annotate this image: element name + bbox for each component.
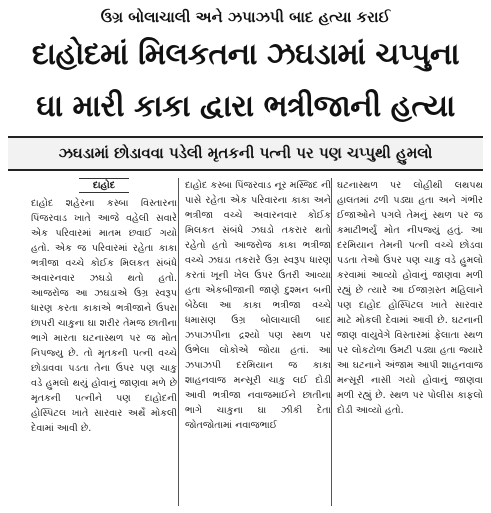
column-2-text: દાહોદ કસ્બા પિંજરવાડ નૂર મસ્જિદ ની પાસે રહેતા એક પરિવારના કાકા અને ભત્રીજા વચ્ચે અવારનવાર કોઈક મિલકત સંબંધે ઝઘડો તકરાર થતો રહેતો હતો આજરોજ કાકા ભત્રીજા વચ્ચે ઝઘડા તકરારે ઉગ્ર સ્વરૂપ ધારણ કરતાં ખૂની ખેલ ઉપર ઉતરી આવ્યા હતા એકબીજાની જાણે દુશ્મન બની બેઠેલા આ કાકા ભત્રીજા વચ્ચે ધમાસણ ઉગ્ર બોલાચાલી બાદ ઝપાઝપીના દ્રશ્યો પણ સ્થળ પર ઉભેલા લોકોએ જોયા હતાં. આ ઝપાઝપી દરમિયાન જ કાકા શાહનવાજ મન્સૂરી ચાકુ લઈ દોડી આવી ભત્રીજા નવાજમાઈને છાતીના ભાગે ચાકુના ઘા ઝીકી દેતા જોતજોતામાં નવાજભાઈ	[185, 180, 331, 431]
headline-line-1: દાહોદમાં મિલકતના ઝઘડામાં ચપ્પુના	[31, 37, 460, 72]
kicker-line: ઉગ્ર બોલાચાલી અને ઝપાઝપી બાદ હત્યા કરાઈ	[100, 8, 391, 26]
subheadline: ઝઘડામાં છોડાવવા પડેલી મૃતકની પત્ની પર પણ ચપ્પુથી હુમલો	[8, 136, 483, 171]
dateline-wrap	[31, 178, 177, 193]
column-1-text: દાહોદ શહેરના કસ્બા વિસ્તારના પિંજરવાડ ખાતે આજે વહેલી સવારે એક પરિવારમાં માતમ છવાઈ ગયો હતો. એક જ પરિવારમાં રહેતા કાકા ભત્રીજા વચ્ચે કોઈક મિલકત સંબંધે અવારનવાર ઝઘડો થતો હતો. આજરોજ આ ઝઘડાએ ઉગ્ર સ્વરૂપ ધારણ કરતા કાકાએ ભત્રીજાને ઉપરા છાપરી ચાકુના ઘા શરીર તેમજ છાતીના ભાગે મારતા ઘટનાસ્થળ પર જ મોત નિપજ્યુ છે. તો મૃતકની પત્ની વચ્ચે છોડાવવા પડતા તેના ઉપર પણ ચાકુ વડે હુમલો થયું હોવાનું જાણવા મળે છે મૃતકની પત્નીને પણ દાહોદની હોસ્પિટલ ખાતે સારવાર અર્થે મોકલી દેવામાં આવી છે.	[31, 198, 177, 434]
dateline: દાહોદ	[79, 178, 129, 193]
article-column-1	[31, 178, 177, 510]
column-divider-2	[331, 178, 332, 506]
column-divider-1	[178, 178, 179, 506]
article-column-2	[185, 178, 331, 510]
headline-line-2: ઘા મારી કાકા દ્વારા ભત્રીજાની હત્યા	[36, 89, 455, 124]
article-column-3	[337, 178, 483, 510]
column-3-text: ઘટનાસ્થળ પર લોહીથી લથપથ હાલતમાં ઢળી પડ્યા હતા અને ગંભીર ઈજાઓને પગલે તેમનું સ્થળ પર જ કમાટીભર્યું મોત નીપજ્યું હતું. આ દરમિયાન તેમની પત્ની વચ્ચે છોડવા પડતા તેઓ ઉપર પણ ચાકુ વડે હુમલો કરવામાં આવ્યો હોવાનું જાણવા મળી રહ્યું છે ત્યારે આ ઈજાગ્રસ્ત મહિલાને પણ દાહોદ હોસ્પિટલ ખાતે સારવાર માટે મોકલી દેવામાં આવી છે. ઘટનાની જાણ વાયુવેગે વિસ્તારમાં ફેલાતા સ્થળ પર લોકટોળા ઉમટી પડ્યા હતા જ્યારે આ ઘટનાને અંજામ આપી શાહનવાજ મન્સૂરી નાસી ગયો હોવાનું જાણવા મળી રહ્યું છે. સ્થળ પર પોલીસ કાફલો દોડી આવ્યો હતો.	[337, 180, 483, 416]
